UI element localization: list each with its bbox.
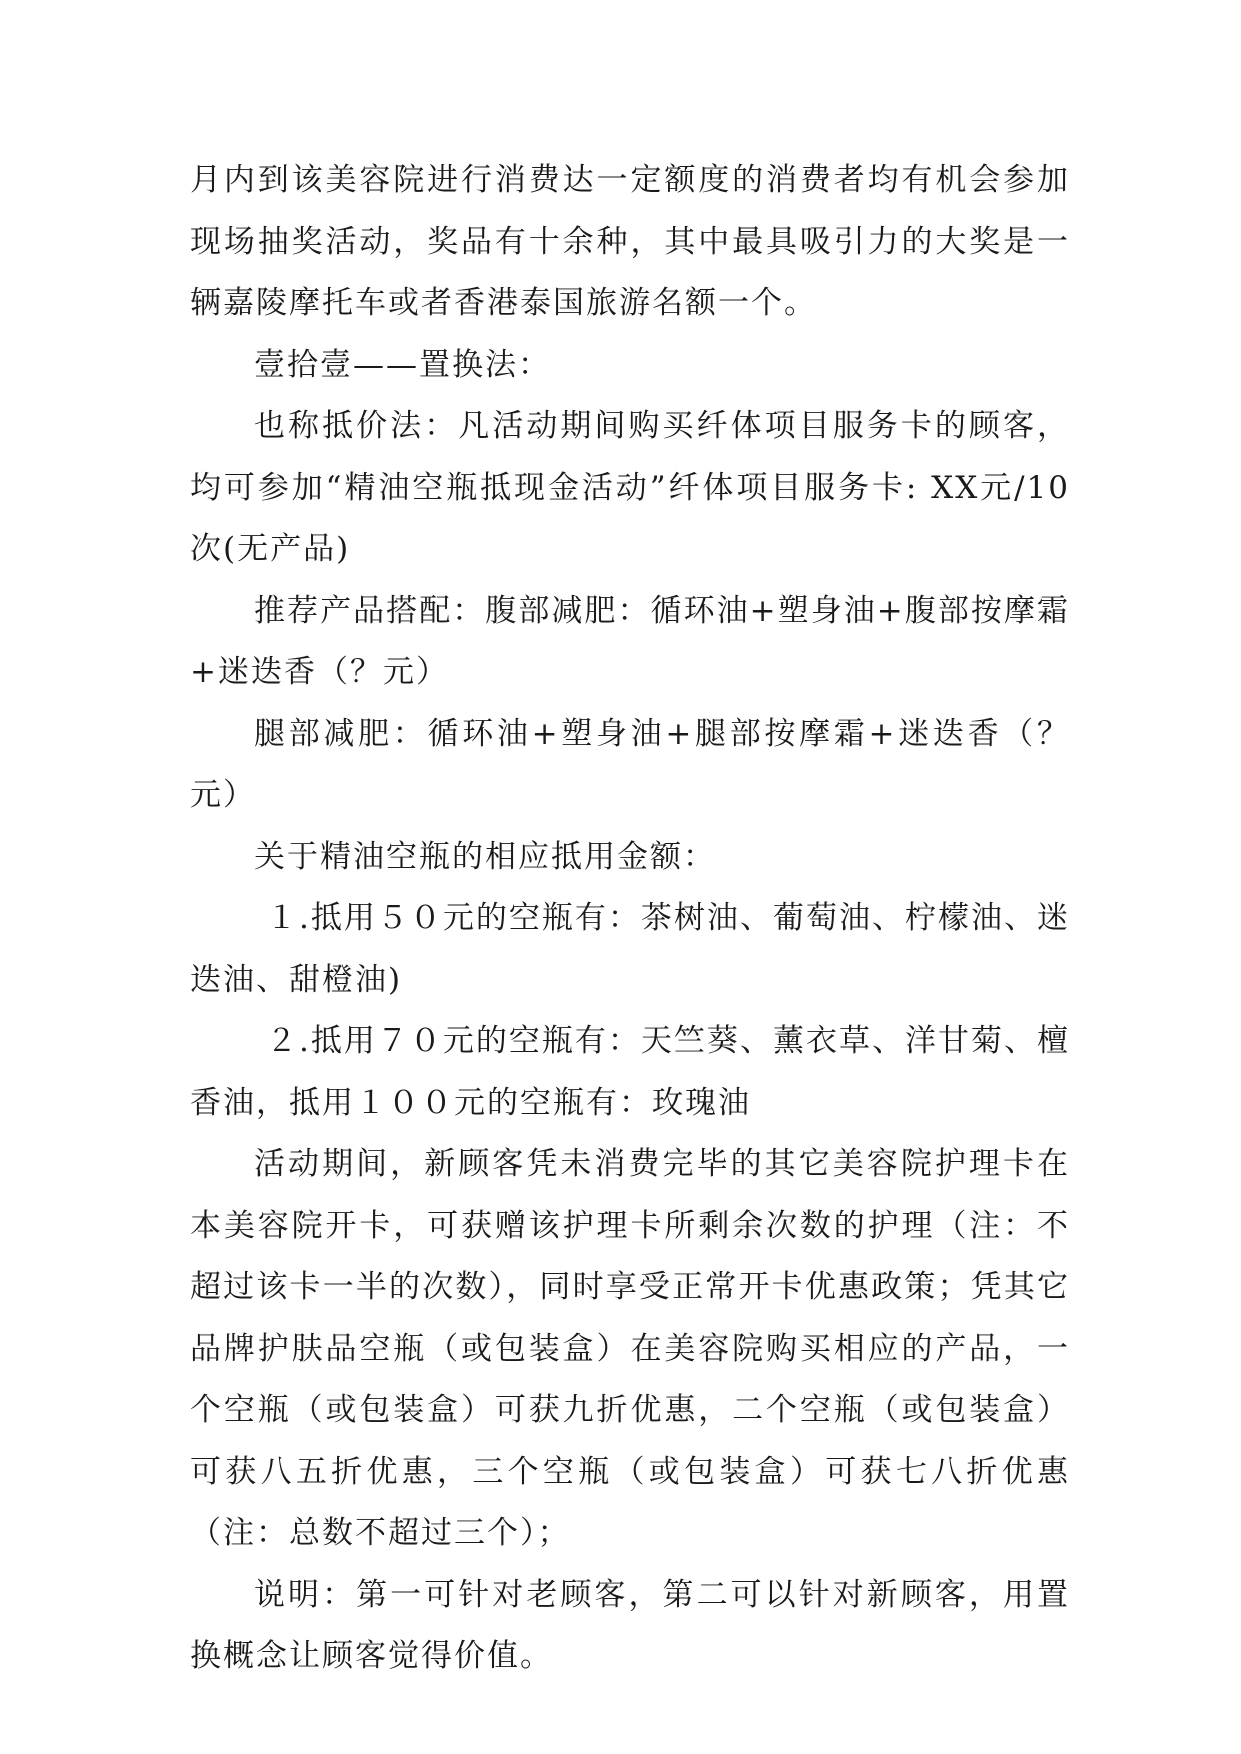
paragraph-lottery-continuation: 月内到该美容院进行消费达一定额度的消费者均有机会参加现场抽奖活动，奖品有十余种，其中最具吸引力的大奖是一辆嘉陵摩托车或者香港泰国旅游名额一个。	[190, 162, 1070, 321]
document-body	[190, 150, 1070, 1688]
paragraph-price-offset-method: 也称抵价法：凡活动期间购买纤体项目服务卡的顾客，均可参加“精油空瓶抵现金活动”纤体项目服务卡: XX元/10次(无产品)	[190, 408, 1070, 567]
paragraph-new-customer-offer: 活动期间，新顾客凭未消费完毕的其它美容院护理卡在本美容院开卡，可获赠该护理卡所剩余次数的护理（注：不超过该卡一半的次数），同时享受正常开卡优惠政策；凭其它品牌护肤品空瓶（或包装盒）在美容院购买相应的产品，一个空瓶（或包装盒）可获九折优惠，二个空瓶（或包装盒）可获八五折优惠，三个空瓶（或包装盒）可获七八折优惠（注：总数不超过三个）；	[190, 1146, 1070, 1551]
paragraph-bottle-offset-heading: 关于精油空瓶的相应抵用金额：	[254, 838, 716, 875]
list-item-offset-70-100: ２.抵用７０元的空瓶有：天竺葵、薰衣草、洋甘菊、檀香油，抵用１００元的空瓶有：玫瑰油	[190, 1023, 1070, 1121]
list-item-offset-50: １.抵用５０元的空瓶有：茶树油、葡萄油、柠檬油、迷迭油、甜橙油)	[190, 900, 1070, 998]
section-heading-replacement-method: 壹拾壹——置换法：	[254, 346, 551, 383]
paragraph-leg-slimming: 腿部减肥：循环油+塑身油+腿部按摩霜+迷迭香（？元）	[190, 715, 1070, 813]
paragraph-recommended-products: 推荐产品搭配：腹部减肥：循环油+塑身油+腹部按摩霜+迷迭香（？元）	[190, 592, 1070, 690]
paragraph-explanation: 说明：第一可针对老顾客，第二可以针对新顾客，用置换概念让顾客觉得价值。	[190, 1576, 1070, 1674]
